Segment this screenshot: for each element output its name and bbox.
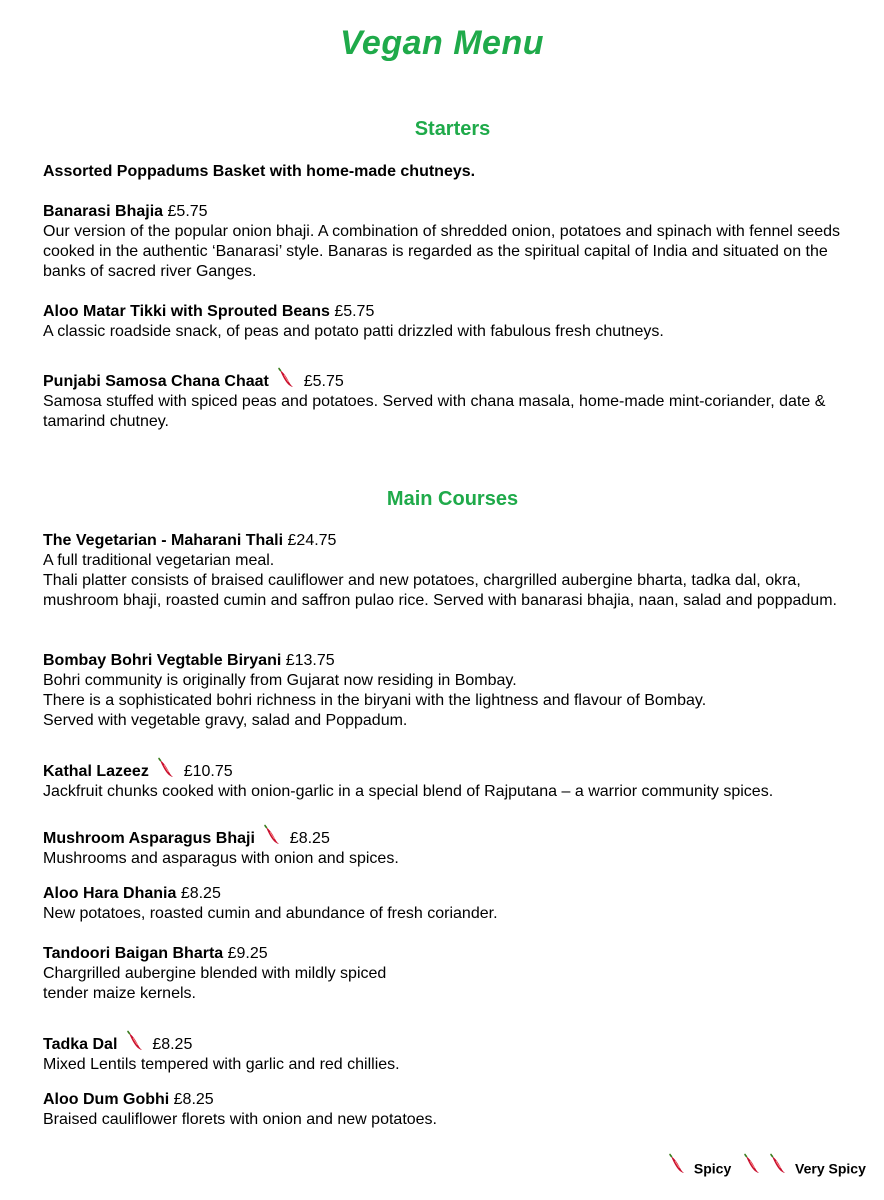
item-price: £5.75 (334, 303, 375, 320)
menu-item (43, 367, 873, 432)
menu-title: Vegan Menu (340, 24, 544, 62)
item-price: £8.25 (180, 885, 221, 902)
item-name: Mushroom Asparagus Bhaji (43, 830, 255, 847)
item-description: Chargrilled aubergine blended with mildly spiced tender maize kernels. (43, 965, 387, 1002)
item-description: Bohri community is originally from Gujarat now residing in Bombay. There is a sophisticated bohri richness in the biryani with the lightness and flavour of Bombay. Served with vegetable gravy, salad and Poppadum. (43, 672, 707, 729)
item-description: Jackfruit chunks cooked with onion-garlic in a special blend of Rajputana – a warrior community spices. (43, 783, 774, 800)
menu-item (43, 162, 873, 182)
item-description: New potatoes, roasted cumin and abundance of fresh coriander. (43, 905, 498, 922)
item-price: £8.25 (152, 1036, 193, 1053)
item-description: A full traditional vegetarian meal. Thali platter consists of braised cauliflower and new potatoes, chargrilled aubergine bharta, tadka dal, okra, mushroom bhaji, roasted cumin and saffron pulao rice. Served with banarasi bhajia, naan, salad and poppadum. (43, 552, 837, 609)
item-name: The Vegetarian - Maharani Thali (43, 532, 284, 549)
legend-very-spicy-label: Very Spicy (795, 1160, 866, 1177)
spice-legend (664, 1152, 874, 1182)
chili-icon (261, 824, 283, 846)
menu-item (43, 302, 873, 342)
menu-item (43, 1030, 873, 1075)
item-name: Assorted Poppadums Basket with home-made chutneys. (43, 163, 476, 180)
item-name: Tadka Dal (43, 1036, 118, 1053)
item-name: Bombay Bohri Vegtable Biryani (43, 652, 282, 669)
item-name: Banarasi Bhajia (43, 203, 164, 220)
item-name: Kathal Lazeez (43, 763, 149, 780)
item-description: Samosa stuffed with spiced peas and potatoes. Served with chana masala, home-made mint-coriander, date & tamarind chutney. (43, 393, 826, 430)
item-price: £5.75 (303, 373, 344, 390)
chili-icon (124, 1030, 146, 1052)
chili-icon (767, 1153, 789, 1175)
item-description: Braised cauliflower florets with onion and new potatoes. (43, 1111, 437, 1128)
chili-icon (155, 757, 177, 779)
item-name: Aloo Matar Tikki with Sprouted Beans (43, 303, 330, 320)
main-courses-heading: Main Courses (386, 488, 519, 510)
item-price: £8.25 (289, 830, 330, 847)
starters-heading: Starters (414, 118, 491, 140)
item-name: Tandoori Baigan Bharta (43, 945, 224, 962)
chili-icon (275, 367, 297, 389)
menu-item (43, 202, 873, 282)
menu-item (43, 757, 873, 802)
item-description: Mixed Lentils tempered with garlic and red chillies. (43, 1056, 400, 1073)
menu-item (43, 531, 873, 611)
chili-icon (666, 1153, 688, 1175)
menu-item (43, 944, 873, 1004)
item-price: £8.25 (173, 1091, 214, 1108)
item-price: £24.75 (287, 532, 337, 549)
item-price: £9.25 (227, 945, 268, 962)
item-description: Mushrooms and asparagus with onion and spices. (43, 850, 399, 867)
menu-item (43, 884, 873, 924)
chili-icon (741, 1153, 763, 1175)
item-price: £10.75 (183, 763, 233, 780)
item-description: Our version of the popular onion bhaji. A combination of shredded onion, potatoes and spinach with fennel seeds cooked in the authentic ‘Banarasi’ style. Banaras is regarded as the spiritual capital of India and situated on the banks of sacred river Ganges. (43, 223, 840, 280)
item-description: A classic roadside snack, of peas and potato patti drizzled with fabulous fresh chutneys. (43, 323, 664, 340)
item-name: Punjabi Samosa Chana Chaat (43, 373, 269, 390)
legend-spicy-label: Spicy (693, 1160, 732, 1177)
item-name: Aloo Dum Gobhi (43, 1091, 170, 1108)
item-price: £5.75 (167, 203, 208, 220)
item-name: Aloo Hara Dhania (43, 885, 177, 902)
menu-item (43, 824, 873, 869)
menu-item (43, 1090, 873, 1130)
item-price: £13.75 (285, 652, 335, 669)
menu-item (43, 651, 873, 731)
